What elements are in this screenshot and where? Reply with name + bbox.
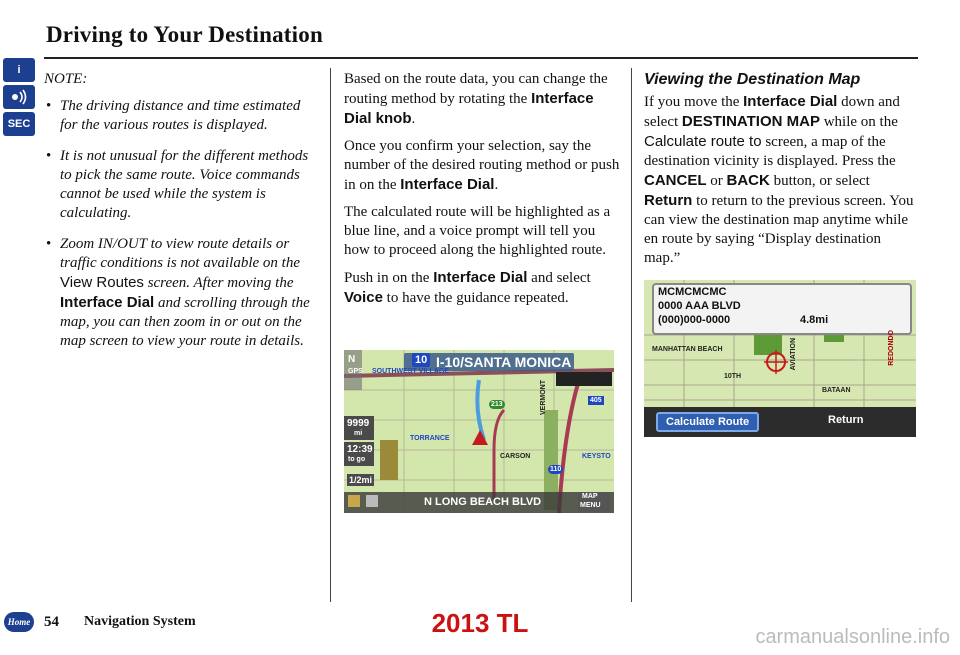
southwest-village-label: SOUTHWEST VILLAGE [372, 368, 449, 375]
note-item-2: • It is not unusual for the different methods to pick the same route. Voice commands cannot be used while the system is calculating. [44, 147, 314, 223]
distance-unit: mi [354, 430, 363, 437]
road-title: I-10/SANTA MONICA [436, 354, 572, 370]
interface-dial-term: Interface Dial [433, 269, 528, 286]
return-button[interactable]: Return [828, 414, 864, 426]
lane-guidance [556, 372, 612, 386]
text: . [411, 111, 416, 127]
destination-map-column [644, 70, 920, 276]
interface-dial-term: Interface Dial [743, 93, 838, 110]
text: Once you confirm your selection, say the number of the desired routing method or push in on the [344, 138, 620, 193]
poi-icon[interactable] [366, 495, 378, 507]
map-menu-line1: MAP [582, 493, 598, 500]
section-title: Viewing the Destination Map [644, 71, 861, 88]
page-title: Driving to Your Destination [46, 22, 323, 47]
map-scale: 1/2mi [349, 475, 373, 485]
vermont-label: VERMONT [540, 380, 547, 415]
note-text: screen. After moving the [143, 275, 294, 291]
paragraph-2 [344, 137, 620, 195]
current-road-label: N LONG BEACH BLVD [424, 496, 542, 508]
distance-value: 9999 [347, 418, 370, 429]
model-label: 2013 TL [431, 608, 529, 638]
note-text: Zoom IN/OUT to view route details or traffic conditions is not available on the [60, 236, 300, 271]
text: down and select [644, 94, 900, 130]
destination-map-screenshot [644, 280, 916, 437]
text: or [706, 173, 727, 189]
notes-column [44, 70, 314, 363]
text: and select [527, 270, 591, 286]
popup-name: MCMCMCMC [658, 286, 727, 298]
column-divider-1 [330, 68, 331, 602]
map-menu-line2: MENU [580, 502, 601, 509]
destination-map-term: DESTINATION MAP [681, 113, 820, 130]
calculate-route-button[interactable]: Calculate Route [656, 412, 759, 432]
text: Push in on the [344, 270, 434, 286]
note-text: and scrolling through the map, you can then zoom in or out on the map screen to view your route in details. [60, 295, 310, 349]
paragraph-3: The calculated route will be highlighted as a blue line, and a voice prompt will tell you how to proceed along the highlighted route. [344, 204, 611, 258]
page-number: 54 [44, 614, 59, 630]
paragraph-4 [344, 268, 620, 308]
destination-paragraph [644, 92, 920, 268]
time-value: 12:39 [347, 444, 373, 455]
footer-section: Navigation System [84, 614, 196, 629]
torrance-label: TORRANCE [410, 435, 450, 442]
time-unit: to go [348, 456, 366, 463]
text: If you move the [644, 94, 744, 110]
route-column [344, 70, 620, 316]
text: screen, a map of the destination vicinity is displayed. Press the [644, 134, 896, 169]
view-routes-term: View Routes [60, 274, 144, 291]
back-term: BACK [726, 172, 770, 189]
voice-wave-icon [9, 89, 29, 105]
gps-indicator: GPS [348, 368, 363, 375]
interface-dial-term: Interface Dial [400, 176, 495, 193]
popup-address: 0000 AAA BLVD [658, 300, 741, 312]
sec-icon[interactable]: SEC [3, 112, 35, 136]
note-label: NOTE: [44, 71, 88, 87]
header-rule [44, 57, 918, 59]
aviation-label: AVIATION [790, 338, 797, 371]
return-term: Return [644, 192, 693, 209]
notes-list [44, 97, 314, 351]
bataan-label: BATAAN [822, 387, 851, 394]
shield-110: 110 [550, 466, 562, 473]
text: to return to the previous screen. You can view the destination map anytime while en route by saying “Display destination map.” [644, 193, 914, 266]
text: while on the [819, 114, 898, 130]
shield-10: 10 [412, 353, 430, 367]
interface-dial-term: Interface Dial [60, 294, 155, 311]
calculate-route-term: Calculate route to [644, 133, 762, 150]
note-item-1: • The driving distance and time estimated for the various routes is displayed. [44, 97, 314, 135]
popup-phone: (000)000-0000 [658, 314, 731, 326]
interface-dial-knob-term: Interface Dial knob [344, 90, 594, 127]
popup-distance: 4.8mi [800, 314, 829, 326]
voice-term: Voice [344, 289, 383, 306]
text: button, or select [769, 173, 870, 189]
note-item-3 [44, 235, 314, 351]
cancel-term: CANCEL [644, 172, 707, 189]
text: . [494, 177, 499, 193]
voice-command-icon[interactable] [3, 85, 35, 109]
redondo-label: REDONDO [888, 330, 895, 366]
shield-405: 405 [590, 397, 602, 404]
paragraph-1 [344, 70, 620, 129]
map-menu-button[interactable] [578, 492, 610, 512]
menu-icon[interactable] [348, 495, 360, 507]
text: to have the guidance repeated. [382, 290, 569, 306]
route-map-screenshot [344, 350, 614, 513]
keysto-label: KEYSTO [582, 453, 611, 460]
info-icon[interactable]: i [3, 58, 35, 82]
text: Based on the route data, you can change the routing method by rotating the [344, 71, 608, 107]
shield-213: 213 [491, 401, 503, 408]
home-icon[interactable]: Home [4, 612, 34, 632]
manhattan-beach-label: MANHATTAN BEACH [652, 346, 723, 353]
watermark: carmanualsonline.info [755, 626, 950, 648]
north-indicator: N [348, 354, 356, 365]
column-divider-2 [631, 68, 632, 602]
tenth-street-label: 10TH [724, 373, 742, 380]
carson-label: CARSON [500, 453, 531, 460]
